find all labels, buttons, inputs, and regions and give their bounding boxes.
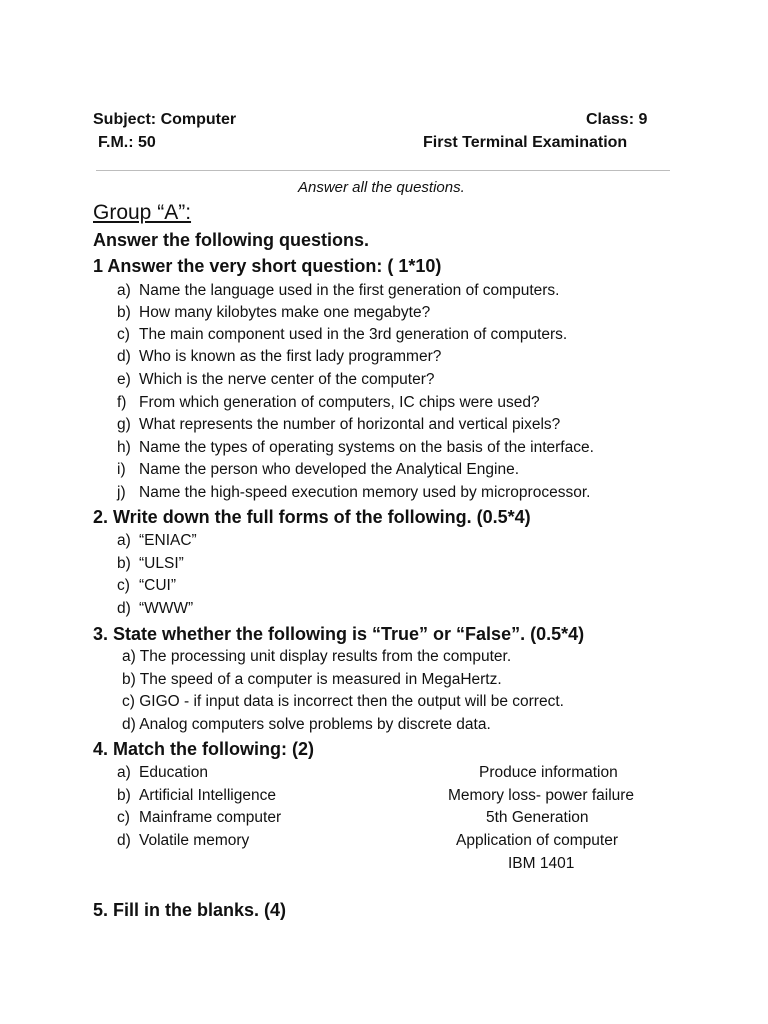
item-label: i) bbox=[117, 461, 126, 478]
item-label: a) bbox=[117, 764, 131, 781]
group-title: Group “A”: bbox=[93, 201, 192, 224]
list-item: IBM 1401 bbox=[508, 855, 575, 872]
question-5-title: 5. Fill in the blanks. (4) bbox=[93, 900, 287, 920]
class-label: Class: 9 bbox=[586, 111, 648, 128]
item-text: From which generation of computers, IC chips were used? bbox=[139, 394, 540, 411]
item-label: c) bbox=[117, 809, 130, 826]
list-item bbox=[117, 304, 430, 322]
list-item bbox=[117, 600, 193, 618]
item-text: “CUI” bbox=[139, 577, 177, 594]
item-text: Artificial Intelligence bbox=[139, 787, 276, 804]
item-text: Education bbox=[139, 764, 208, 781]
item-text: Mainframe computer bbox=[139, 809, 282, 826]
item-label: j) bbox=[117, 484, 126, 501]
item-text: The main component used in the 3rd generation of computers. bbox=[139, 326, 568, 343]
item-label: d) bbox=[117, 832, 131, 849]
item-label: c) bbox=[117, 577, 130, 594]
list-item bbox=[117, 809, 281, 827]
question-3-title: 3. State whether the following is “True” or “False”. (0.5*4) bbox=[93, 624, 585, 644]
subject-label: Subject: Computer bbox=[93, 111, 237, 128]
question-1-title: 1 Answer the very short question: ( 1*10) bbox=[93, 256, 442, 276]
item-text: Which is the nerve center of the computer? bbox=[139, 371, 435, 388]
header-divider bbox=[96, 170, 670, 171]
list-item bbox=[117, 461, 519, 479]
item-label: b) bbox=[117, 555, 131, 572]
item-label: a) bbox=[117, 282, 131, 299]
question-4-title: 4. Match the following: (2) bbox=[93, 739, 314, 759]
list-item: d) Analog computers solve problems by discrete data. bbox=[122, 716, 491, 733]
list-item bbox=[117, 348, 441, 366]
list-item bbox=[117, 371, 435, 389]
item-text: Name the language used in the first generation of computers. bbox=[139, 282, 560, 299]
instruction-text: Answer all the questions. bbox=[298, 179, 465, 196]
item-text: “ENIAC” bbox=[139, 532, 197, 549]
list-item bbox=[117, 832, 249, 850]
item-text: What represents the number of horizontal and vertical pixels? bbox=[139, 416, 561, 433]
list-item: b) The speed of a computer is measured in MegaHertz. bbox=[122, 671, 502, 688]
item-label: b) bbox=[117, 304, 131, 321]
item-text: Name the person who developed the Analytical Engine. bbox=[139, 461, 519, 478]
list-item bbox=[117, 394, 540, 412]
item-text: “ULSI” bbox=[139, 555, 184, 572]
list-item bbox=[117, 532, 197, 550]
list-item bbox=[117, 787, 276, 805]
list-item bbox=[117, 416, 560, 434]
item-label: f) bbox=[117, 394, 127, 411]
list-item bbox=[117, 577, 176, 595]
list-item bbox=[117, 764, 208, 782]
item-label: d) bbox=[117, 600, 131, 617]
full-marks-label: F.M.: 50 bbox=[98, 134, 156, 151]
exam-title: First Terminal Examination bbox=[423, 134, 628, 151]
list-item bbox=[117, 484, 590, 502]
item-text: Name the types of operating systems on the basis of the interface. bbox=[139, 439, 594, 456]
item-label: a) bbox=[117, 532, 131, 549]
list-item bbox=[117, 282, 559, 300]
list-item: a) The processing unit display results from the computer. bbox=[122, 648, 512, 665]
item-label: c) bbox=[117, 326, 130, 343]
list-item: Produce information bbox=[479, 764, 618, 781]
list-item: c) GIGO - if input data is incorrect then the output will be correct. bbox=[122, 693, 564, 710]
item-text: Who is known as the first lady programmer? bbox=[139, 348, 442, 365]
item-text: How many kilobytes make one megabyte? bbox=[139, 304, 431, 321]
item-text: Volatile memory bbox=[139, 832, 250, 849]
item-label: b) bbox=[117, 787, 131, 804]
list-item bbox=[117, 555, 184, 573]
item-text: Name the high-speed execution memory used by microprocessor. bbox=[139, 484, 591, 501]
question-2-title: 2. Write down the full forms of the following. (0.5*4) bbox=[93, 507, 531, 527]
list-item: 5th Generation bbox=[486, 809, 589, 826]
item-label: e) bbox=[117, 371, 131, 388]
list-item: Memory loss- power failure bbox=[448, 787, 635, 804]
item-label: d) bbox=[117, 348, 131, 365]
item-label: h) bbox=[117, 439, 131, 456]
list-item bbox=[117, 439, 594, 457]
list-item bbox=[117, 326, 567, 344]
item-text: “WWW” bbox=[139, 600, 194, 617]
list-item: Application of computer bbox=[456, 832, 618, 849]
item-label: g) bbox=[117, 416, 131, 433]
group-instruction: Answer the following questions. bbox=[93, 230, 370, 250]
